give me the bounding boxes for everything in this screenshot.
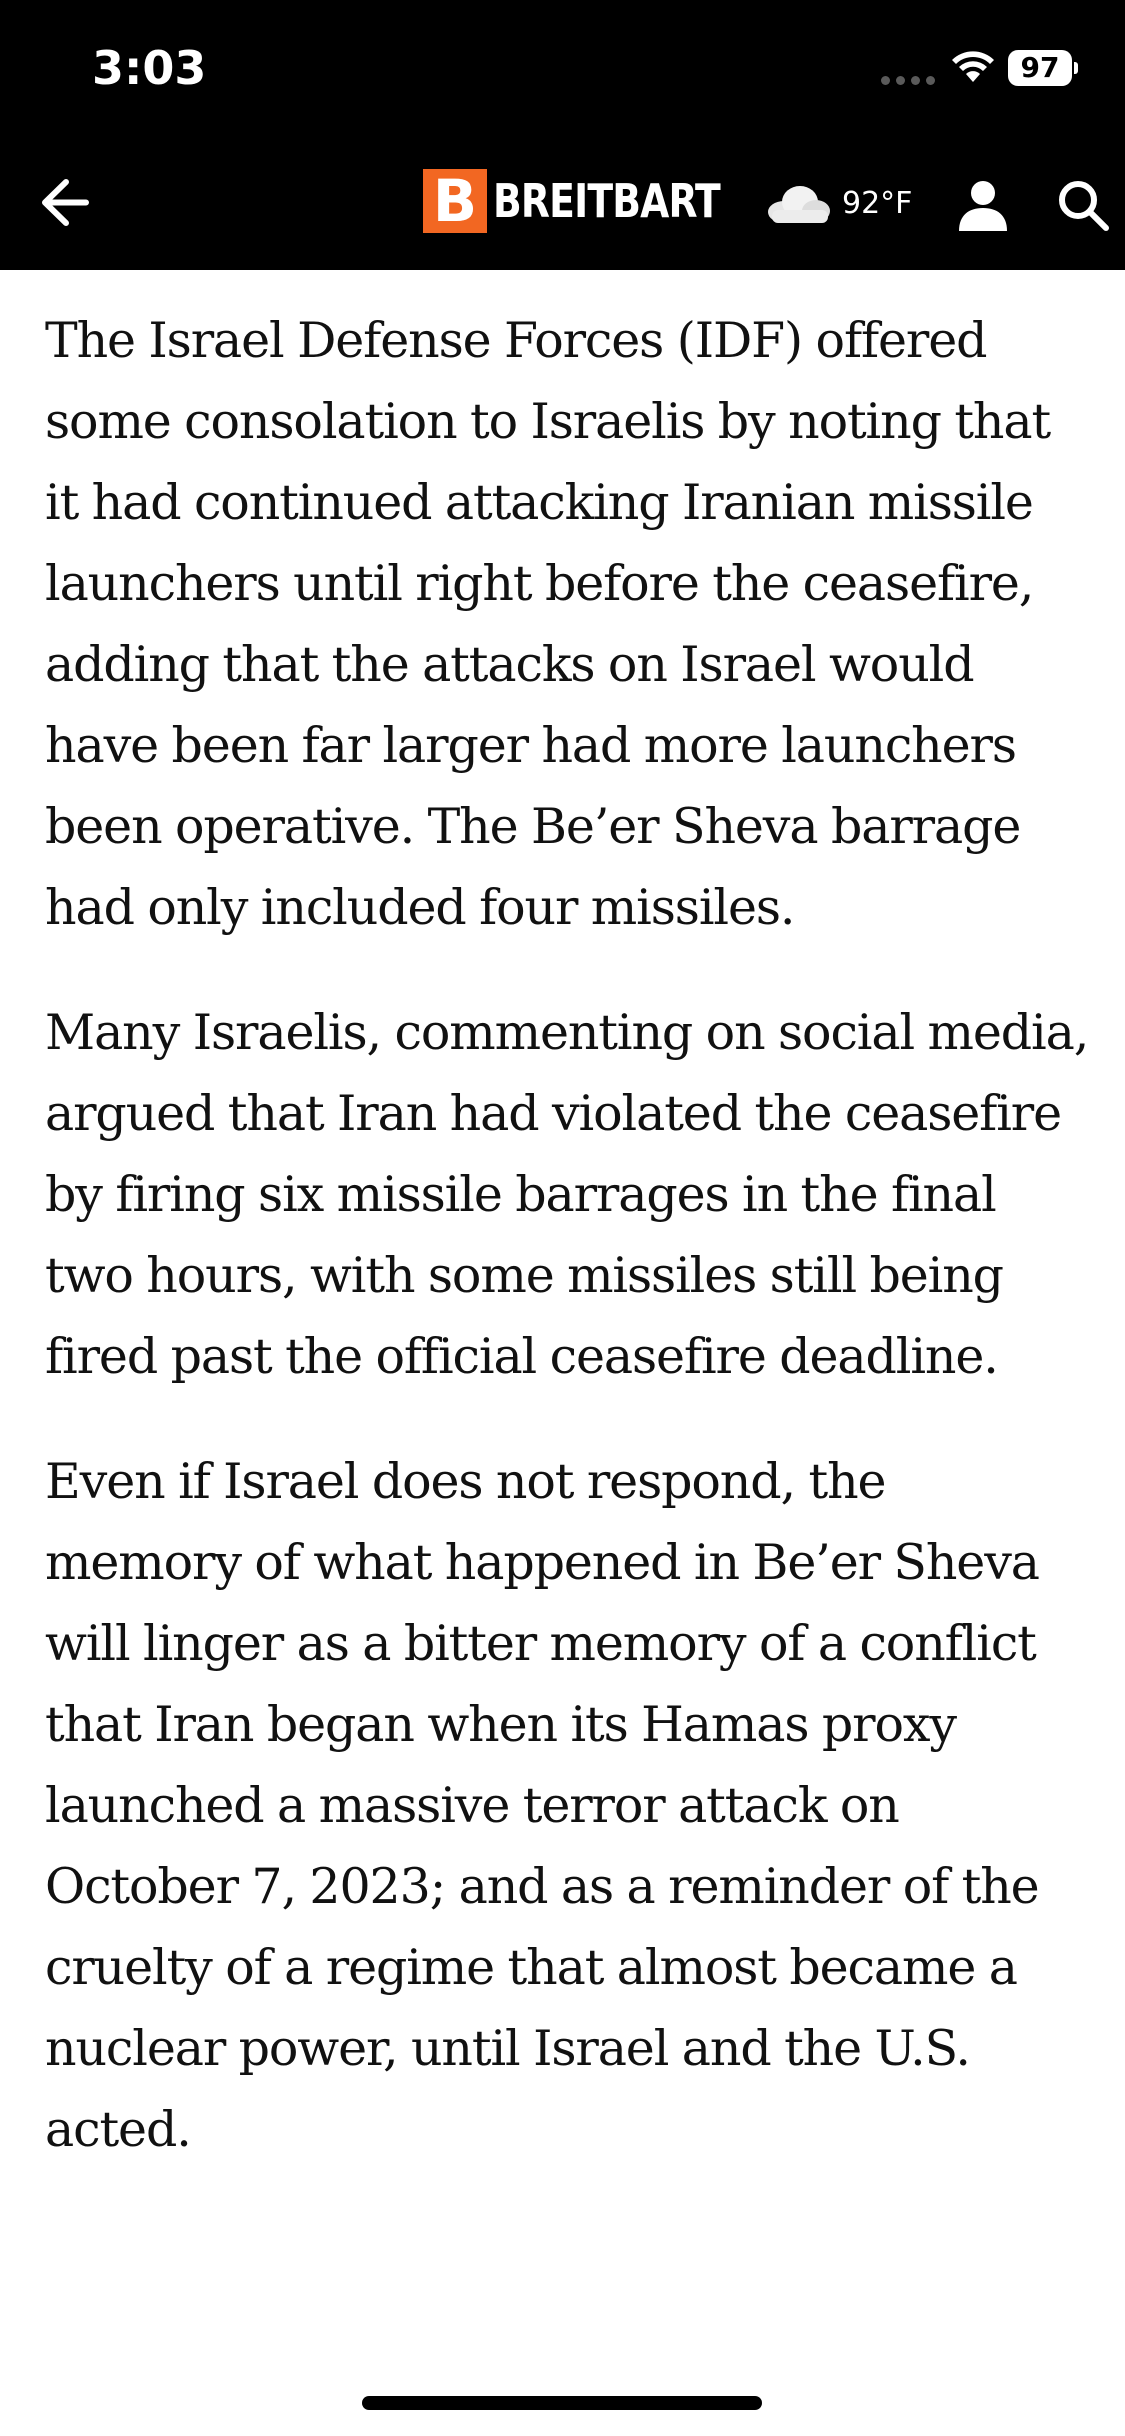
weather-widget[interactable] [762,173,912,233]
article-body [45,300,1090,2214]
person-icon[interactable] [955,177,1011,233]
search-icon[interactable] [1055,177,1111,233]
wifi-icon [950,48,996,84]
battery-icon [1008,50,1078,86]
cellular-signal-icon [881,76,935,86]
cloud-icon [762,180,832,226]
article-paragraph: Even if Israel does not respond, the memory of what happened in Be’er Sheva will linger as a bitter memory of a conflict that Iran began when its Hamas proxy launched a massive terror attack on October 7, 2023; and as a reminder of the cruelty of a regime that almost became a nuclear power, until Israel and the U.S. acted. [45,1453,1039,2158]
home-indicator[interactable] [362,2396,762,2410]
logo-text: BREITBART [493,174,720,228]
battery-level: 97 [1008,50,1072,86]
nav-bar [0,135,1125,270]
weather-temperature: 92°F [842,185,913,221]
status-time: 3:03 [92,41,207,95]
article-paragraph: The Israel Defense Forces (IDF) offered some consolation to Israelis by noting that it had continued attacking Iranian missile launchers until right before the ceasefire, adding that the attacks on Israel would have been far larger had more launchers been operative. The Be’er Sheva barrage had only included four missiles. [45,312,1051,936]
logo-mark: B [423,169,487,233]
article-paragraph: Many Israelis, commenting on social media, argued that Iran had violated the ceasefire by firing six missile barrages in the final two hours, with some missiles still being fired past the official ceasefire deadline. [45,1004,1089,1385]
breitbart-logo[interactable] [423,169,770,233]
arrow-left-icon[interactable] [30,165,105,240]
status-bar [0,0,1125,135]
